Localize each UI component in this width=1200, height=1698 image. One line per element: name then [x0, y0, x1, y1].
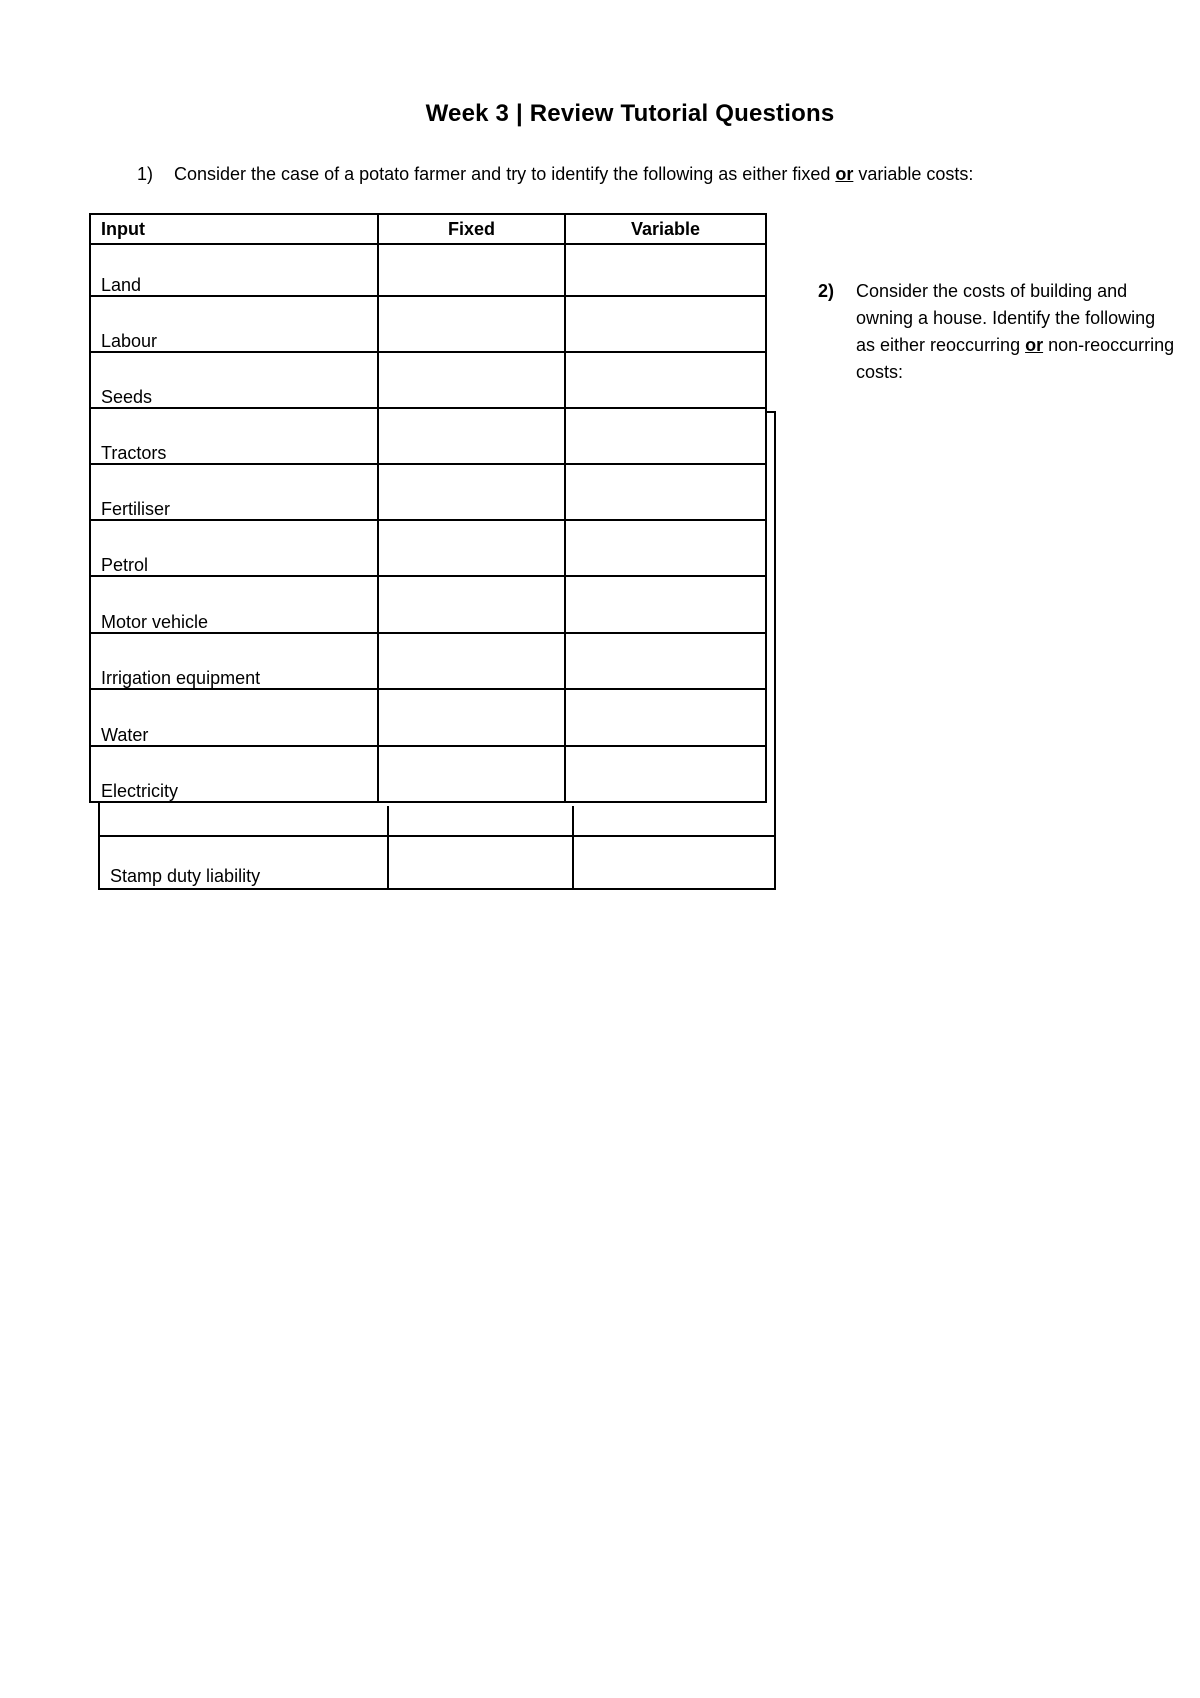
question-2-text-start: Consider the costs of building and owning a house. Identify the following as either reoccurring: [856, 281, 1156, 355]
header-variable: Variable: [565, 214, 766, 244]
question-1-number: 1): [137, 164, 154, 184]
variable-cell[interactable]: [565, 633, 766, 689]
variable-cell[interactable]: [565, 520, 766, 576]
fixed-cell[interactable]: [378, 520, 565, 576]
question-1-text-end: variable costs:: [853, 164, 974, 184]
question-1: [137, 164, 973, 185]
variable-cell[interactable]: [565, 576, 766, 633]
table-row: [90, 633, 766, 689]
question-2-text: [856, 278, 1178, 386]
row-label: Electricity: [90, 746, 378, 802]
table-row: [90, 296, 766, 352]
fixed-cell[interactable]: [378, 408, 565, 464]
table-row: [90, 746, 766, 802]
page-title: Week 3 | Review Tutorial Questions: [425, 100, 835, 127]
variable-cell[interactable]: [565, 352, 766, 408]
question-1-text: Consider the case of a potato farmer and try to identify the following as either fixed: [174, 164, 836, 184]
question-1-emphasis: or: [835, 164, 854, 184]
table-row: [90, 352, 766, 408]
question-2-number: 2): [818, 281, 835, 301]
fixed-cell[interactable]: [378, 244, 565, 296]
table-row: [90, 244, 766, 296]
row-label: Labour: [90, 296, 378, 352]
variable-cell[interactable]: [565, 408, 766, 464]
variable-cell[interactable]: [565, 244, 766, 296]
header-fixed: Fixed: [378, 214, 565, 244]
fixed-cell[interactable]: [378, 296, 565, 352]
table-row: [90, 689, 766, 746]
variable-cell[interactable]: [565, 464, 766, 520]
table-row: [90, 408, 766, 464]
row-label: Irrigation equipment: [90, 633, 378, 689]
variable-cell[interactable]: [565, 689, 766, 746]
question-2-text-end: non-reoccurring costs:: [856, 335, 1175, 382]
fixed-cell[interactable]: [378, 633, 565, 689]
question-2-emphasis: or: [1025, 335, 1044, 355]
row-label: Petrol: [90, 520, 378, 576]
house-costs-table-row-divider: [100, 835, 774, 837]
fixed-cell[interactable]: [378, 576, 565, 633]
row-label: Water: [90, 689, 378, 746]
table-row: [90, 520, 766, 576]
header-input: Input: [90, 214, 378, 244]
fixed-cell[interactable]: [378, 464, 565, 520]
row-label: Fertiliser: [90, 464, 378, 520]
row-label: Tractors: [90, 408, 378, 464]
row-label: Land: [90, 244, 378, 296]
table-header-row: [90, 214, 766, 244]
variable-cell[interactable]: [565, 296, 766, 352]
farmer-costs-table: [89, 213, 767, 803]
fixed-cell[interactable]: [378, 689, 565, 746]
house-costs-table-col-divider: [572, 806, 574, 888]
fixed-cell[interactable]: [378, 746, 565, 802]
table-row: [90, 464, 766, 520]
house-costs-table-col-divider: [387, 806, 389, 888]
question-2: [818, 278, 1178, 386]
row-label: Motor vehicle: [90, 576, 378, 633]
table-row: [90, 576, 766, 633]
house-costs-row-label: Stamp duty liability: [110, 866, 261, 886]
fixed-cell[interactable]: [378, 352, 565, 408]
row-label: Seeds: [90, 352, 378, 408]
variable-cell[interactable]: [565, 746, 766, 802]
